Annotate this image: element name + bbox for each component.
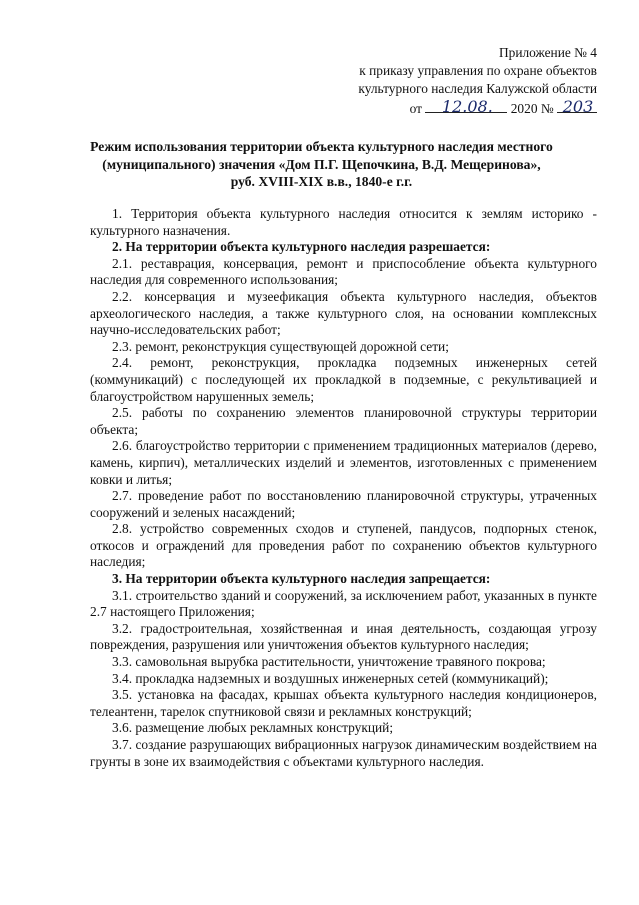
date-field bbox=[425, 97, 507, 116]
section-heading: 3. На территории объекта культурного наследия запрещается: bbox=[112, 571, 491, 587]
clause-paragraph: 2.1. реставрация, консервация, ремонт и приспособление объекта культурного наследия для современного использования; bbox=[90, 255, 597, 288]
clause-paragraph: 2.8. устройство современных сходов и ступеней, пандусов, подпорных стенок, откосов и ограждений для проведения работ по сохранению объектов культурного наследия; bbox=[90, 521, 597, 570]
appendix-order-ref: к приказу управления по охране объектов bbox=[359, 63, 597, 78]
clause-paragraph: 2.5. работы по сохранению элементов планировочной структуры территории объекта; bbox=[90, 405, 597, 437]
number-field bbox=[557, 97, 597, 116]
clause-paragraph: 2.7. проведение работ по восстановлению планировочной структуры, утраченных сооружений и зеленых насаждений; bbox=[90, 488, 597, 520]
title-line-1: Режим использования территории объекта культурного наследия местного bbox=[90, 139, 553, 154]
clause-paragraph: 2.3. ремонт, реконструкция существующей дорожной сети; bbox=[112, 338, 449, 354]
handwritten-number: 203 bbox=[562, 97, 594, 116]
section-heading: 2. На территории объекта культурного наследия разрешается: bbox=[112, 239, 491, 255]
clause-paragraph: 3.4. прокладка надземных и воздушных инженерных сетей (коммуникаций); bbox=[112, 670, 549, 686]
appendix-date-line bbox=[297, 98, 597, 118]
appendix-authority: культурного наследия Калужской области bbox=[358, 81, 597, 96]
clause-paragraph: 3.5. установка на фасадах, крышах объекта культурного наследия кондиционеров, телеантенн, тарелок спутниковой связи и рекламных конструкций; bbox=[90, 687, 597, 719]
document-body bbox=[90, 206, 597, 770]
document-title bbox=[70, 138, 573, 191]
clause-paragraph: 1. Территория объекта культурного наследия относится к землям историко - культурного назначения. bbox=[90, 206, 597, 238]
clause-paragraph: 2.4. ремонт, реконструкция, прокладка подземных инженерных сетей (коммуникаций) с последующей их прокладкой в подземные, с рекультивацией и благоустройством нарушенных земель; bbox=[90, 355, 597, 404]
clause-paragraph: 3.1. строительство зданий и сооружений, за исключением работ, указанных в пункте 2.7 настоящего Приложения; bbox=[90, 587, 597, 620]
handwritten-date: 12.08. bbox=[441, 97, 493, 116]
appendix-header bbox=[297, 44, 597, 118]
appendix-number: Приложение № 4 bbox=[498, 45, 597, 60]
clause-paragraph: 3.2. градостроительная, хозяйственная и иная деятельность, создающая угрозу повреждения, разрушения или уничтожения объектов культурного наследия; bbox=[90, 620, 597, 653]
title-line-2: (муниципального) значения «Дом П.Г. Щепочкина, В.Д. Мещеринова», bbox=[102, 156, 541, 172]
clause-paragraph: 2.6. благоустройство территории с применением традиционных материалов (дерево, камень, кирпич), металлических изделий и элементов, изготовленных с применением ковки и литья; bbox=[90, 438, 597, 487]
clause-paragraph: 3.7. создание разрушающих вибрационных нагрузок динамическим воздействием на грунты в зоне их взаимодействия с объектами культурного наследия. bbox=[90, 737, 597, 769]
clause-paragraph: 2.2. консервация и музеефикация объекта культурного наследия, объектов археологического наследия, а также культурного слоя, на основании комплексных научно-исследовательских работ; bbox=[90, 288, 597, 338]
year-number-prefix: 2020 № bbox=[510, 101, 554, 116]
date-prefix: от bbox=[409, 101, 423, 116]
clause-paragraph: 3.3. самовольная вырубка растительности, уничтожение травяного покрова; bbox=[112, 654, 546, 670]
clause-paragraph: 3.6. размещение любых рекламных конструкций; bbox=[112, 720, 394, 736]
title-line-3: руб. XVIII-XIX в.в., 1840-е г.г. bbox=[230, 174, 413, 189]
